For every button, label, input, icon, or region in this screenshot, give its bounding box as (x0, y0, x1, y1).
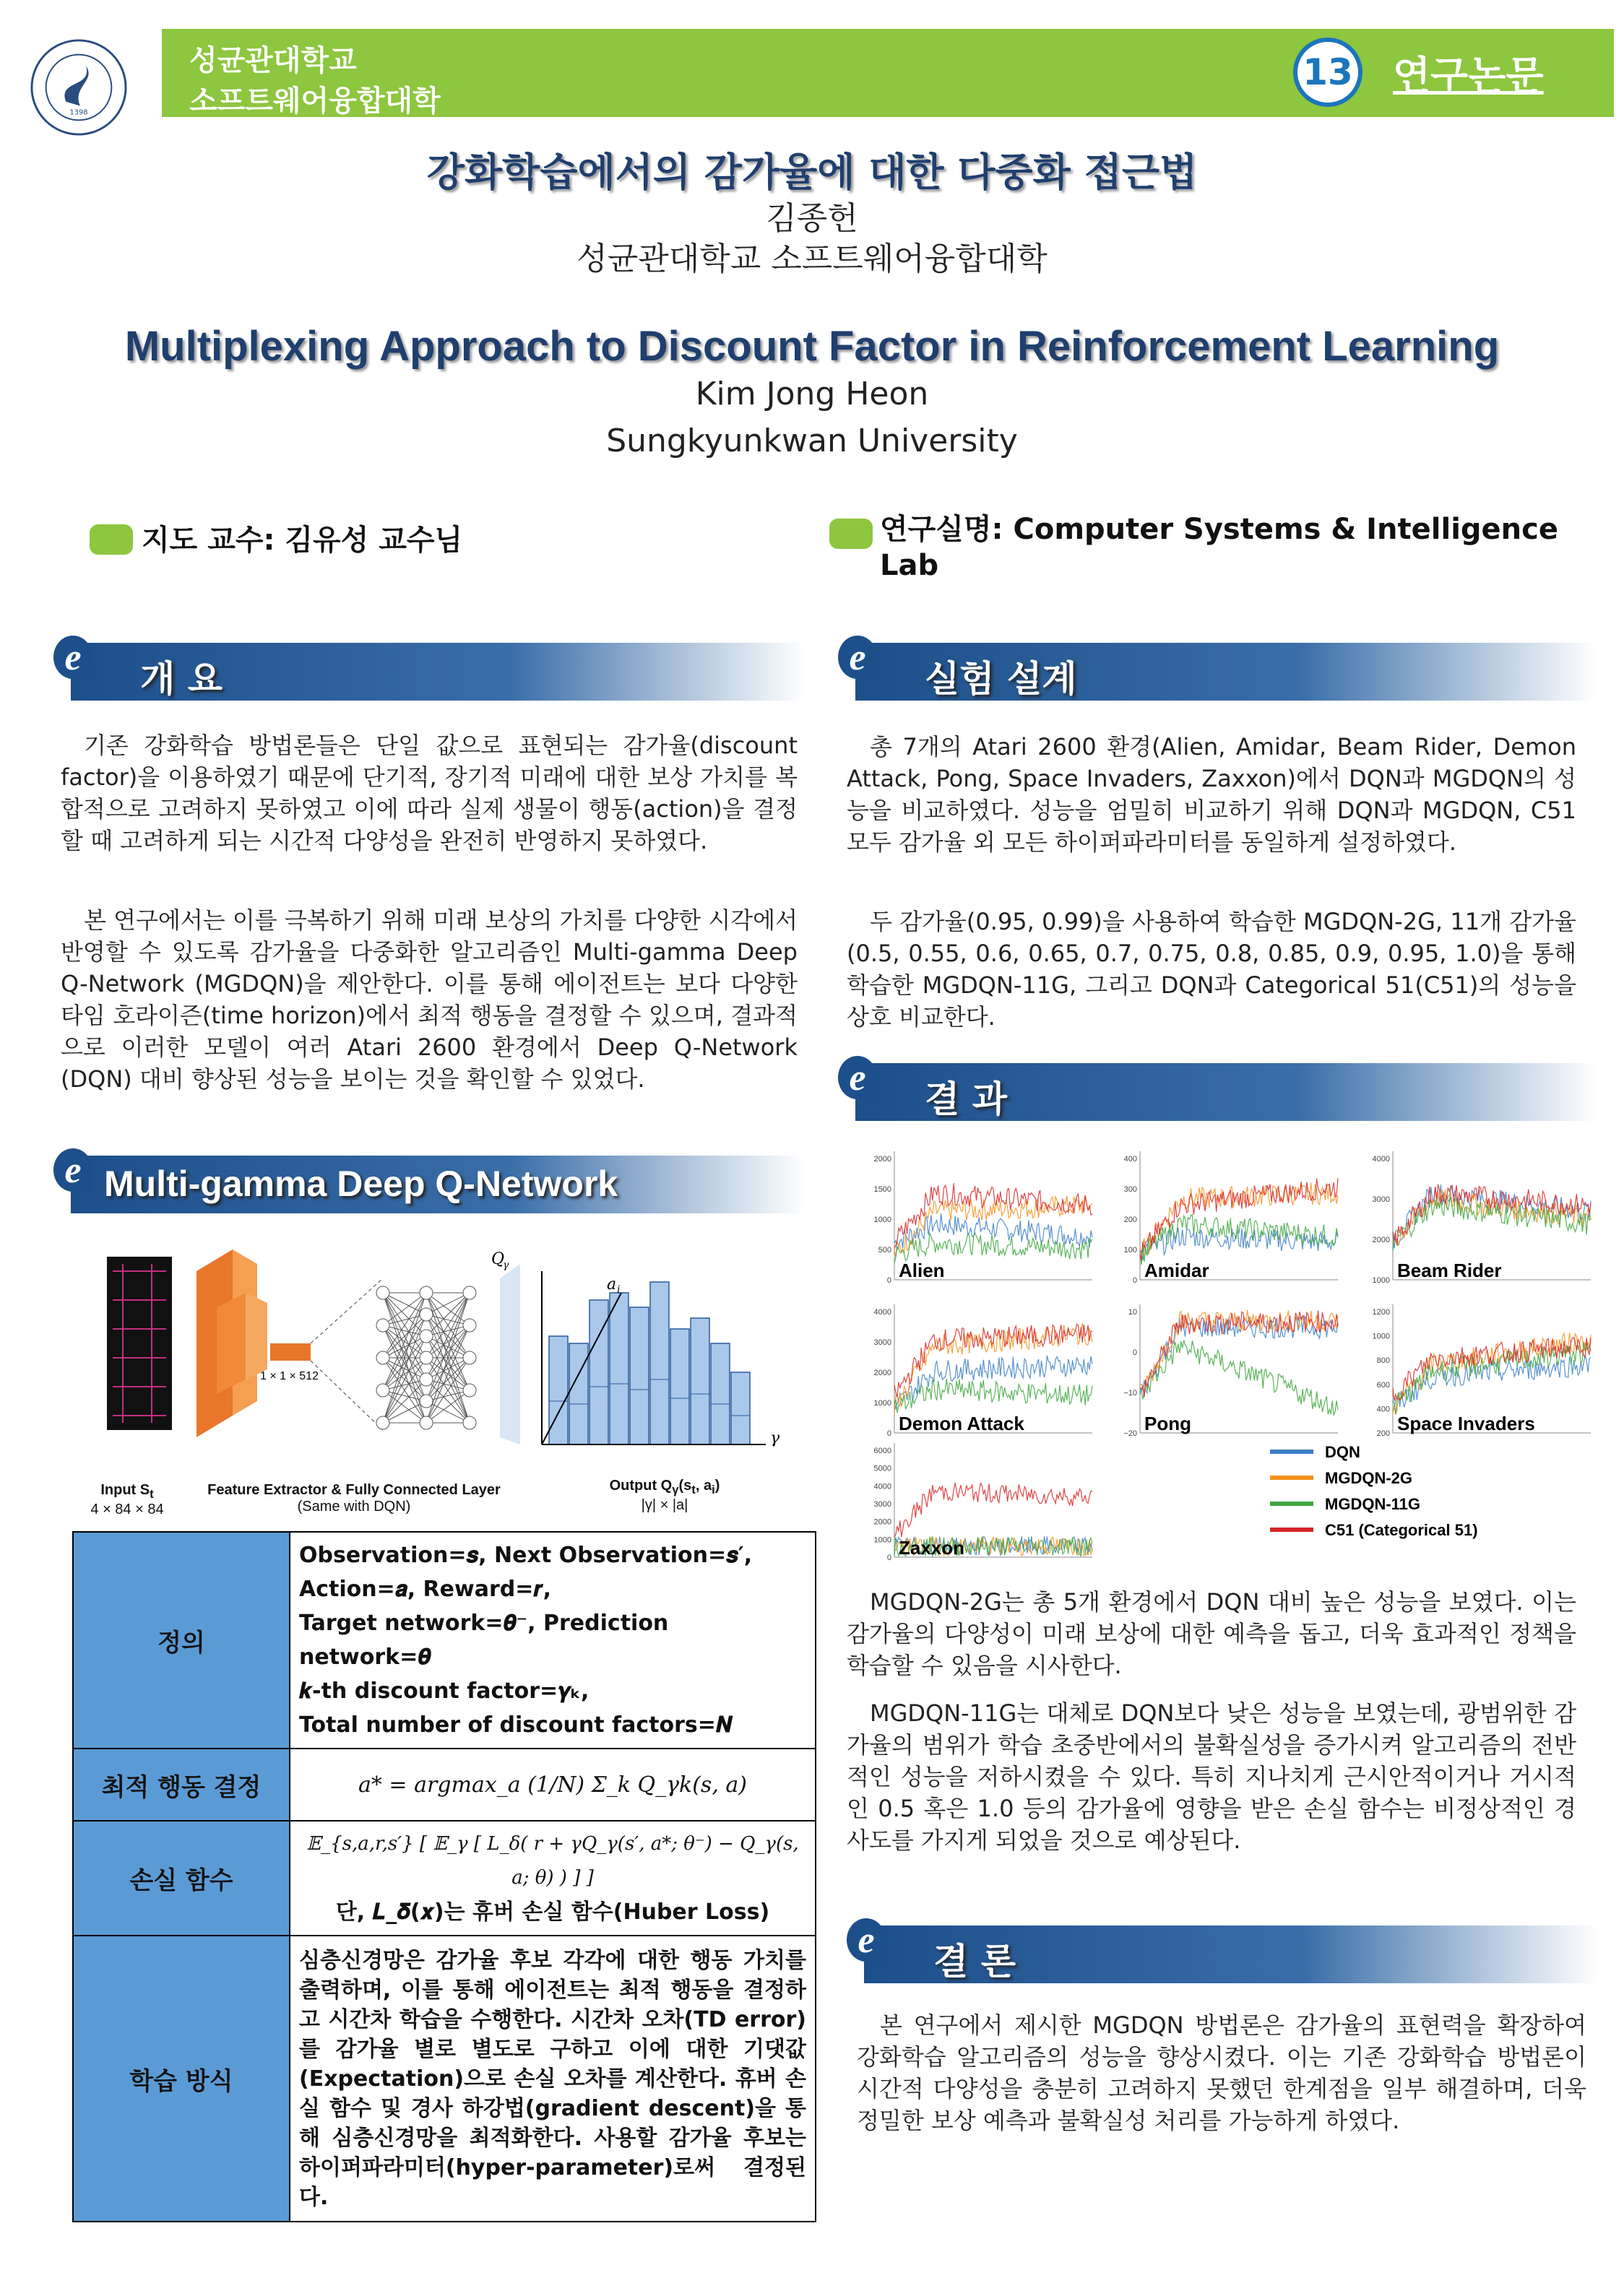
y-tick-label: 300 (1123, 1185, 1137, 1194)
panel-title: Zaxxon (899, 1537, 965, 1559)
nn-node (463, 1319, 476, 1332)
architecture-diagram (43, 1228, 780, 1459)
affiliation-english: Sungkyunkwan University (606, 423, 1018, 459)
y-tick-label: 1000 (1372, 1276, 1390, 1285)
section-header-conclusion (847, 1918, 1598, 1983)
y-tick-label: 600 (1376, 1380, 1390, 1390)
overview-paragraph-2: 본 연구에서는 이를 극복하기 위해 미래 보상의 가치를 다양한 시각에서 반영할 수 있도록 감가율을 다중화한 알고리즘인 Multi-gamma Deep Q-Network (MGDQN)을 제안한다. 이를 통해 에이전트는 보다 다양한 타임 호라이즌(time horizon)에서 최적 행동을 결정할 수 있으며, 결과적으로 이러한 모델이 여러 Atari 2600 환경에서 Deep Q-Network (DQN) 대비 향상된 성능을 보이는 것을 확인할 수 있었다. (61, 906, 798, 1093)
section-title: 결 론 (933, 1941, 1016, 1983)
q-value-bar (670, 1329, 689, 1444)
row-label: 최적 행동 결정 (73, 1749, 290, 1821)
y-tick-label: 2000 (873, 1517, 891, 1527)
row-label: 정의 (73, 1532, 290, 1749)
university-name: 성균관대학교 (189, 44, 357, 77)
y-tick-label: −20 (1123, 1429, 1137, 1438)
svg-text:1 × 1 × 512: 1 × 1 × 512 (260, 1370, 319, 1382)
y-tick-label: 200 (1376, 1429, 1390, 1438)
section-e-icon: e (53, 1148, 92, 1192)
chart-panel (1373, 1304, 1591, 1438)
nn-node (463, 1384, 476, 1397)
nn-node (420, 1308, 433, 1321)
svg-text:i: i (617, 1284, 621, 1296)
lab-bullet (829, 519, 873, 549)
q-value-bar (711, 1343, 730, 1444)
feature-extractor-caption: Feature Extractor & Fully Connected Layer (Same with DQN) (207, 1482, 501, 1515)
lab-name-line2: Lab (880, 549, 939, 582)
chart-panel (1373, 1151, 1591, 1285)
section-e-icon: e (847, 1918, 886, 1962)
section-header-experiment (838, 636, 1597, 701)
nn-node (420, 1286, 433, 1299)
panel-title: Pong (1144, 1413, 1191, 1434)
series-line (1393, 1338, 1591, 1401)
nn-node (463, 1416, 476, 1429)
y-tick-label: 400 (1123, 1155, 1137, 1164)
chart-panel (1123, 1304, 1338, 1438)
loss-formula: 𝔼_{s,a,r,s′} [ 𝔼_γ [ L_δ( r + γQ_γ(s′, a*; θ⁻) − Q_γ(s, a; θ) ) ] ] (306, 1833, 799, 1889)
q-value-bar (731, 1372, 750, 1444)
table-row (73, 1821, 816, 1936)
section-header-mgdqn (53, 1148, 805, 1213)
poster-number-badge: 13 (1293, 38, 1362, 107)
nn-node (376, 1319, 389, 1332)
y-tick-label: 1200 (1372, 1308, 1390, 1317)
series-line (894, 1379, 1092, 1413)
training-method-cell: 심층신경망은 감가율 후보 각각에 대한 행동 가치를 출력하며, 이를 통해 에이전트는 최적 행동을 결정하고 시간차 학습을 수행한다. 시간차 오차(TD error)를 감가율 별로 별도로 구하고 이에 대한 기댓값(Expectation)으로 손실 오차를 계산한다. 휴버 손실 함수 및 경사 하강법(gradient descent)을 통해 심층신경망을 최적화한다. 사용할 감가율 후보는 하이퍼파라미터(hyper-parameter)로써 결정된다. (290, 1936, 816, 2222)
section-title: 결 과 (925, 1078, 1008, 1120)
section-header-results (838, 1056, 1597, 1121)
section-title: Multi-gamma Deep Q-Network (104, 1164, 618, 1204)
nn-node (420, 1395, 433, 1408)
definition-line: Observation=𝒔, Next Observation=𝒔′, (299, 1543, 753, 1568)
nn-node (420, 1373, 433, 1386)
series-line (894, 1324, 1092, 1397)
nn-node (376, 1416, 389, 1429)
lab-info (880, 511, 1558, 584)
output-caption: Output $Q_\gamma(s_t$, $a_i$) |γ| × |a| (609, 1478, 720, 1513)
table-row (73, 1936, 816, 2222)
y-tick-label: 10 (1128, 1308, 1137, 1317)
series-line (1140, 1310, 1338, 1395)
section-e-icon: e (838, 636, 877, 679)
y-tick-label: 3000 (873, 1500, 891, 1509)
y-tick-label: 1000 (873, 1399, 891, 1408)
table-row (73, 1749, 816, 1821)
experiment-paragraph-1: 총 7개의 Atari 2600 환경(Alien, Amidar, Beam Rider, Demon Attack, Pong, Space Invaders, Zaxxon)에서 DQN과 MGDQN의 성능을 비교하였다. 성능을 엄밀히 비교하기 위해 DQN과 MGDQN, C51 모두 감가율 외 모든 하이퍼파라미터를 동일하게 설정하였다. (847, 733, 1576, 856)
paper-type-label: 연구논문 (1393, 53, 1544, 98)
definition-line: Total number of discount factors=𝑵 (299, 1712, 733, 1738)
advisor-bullet (90, 524, 133, 555)
table-row (73, 1532, 816, 1749)
y-tick-label: 0 (886, 1429, 891, 1438)
svg-text:a: a (607, 1275, 617, 1294)
series-line (1140, 1311, 1338, 1398)
nn-node (376, 1384, 389, 1397)
chart-panel (874, 1151, 1092, 1285)
svg-text:1398: 1398 (69, 108, 88, 117)
title-korean: 강화학습에서의 감가율에 대한 다중화 접근법 (426, 150, 1198, 195)
q-value-bar (549, 1336, 568, 1444)
author-english: Kim Jong Heon (695, 376, 929, 412)
series-line (1140, 1178, 1338, 1260)
series-line (1140, 1215, 1338, 1265)
y-tick-label: 400 (1376, 1405, 1390, 1414)
results-charts (865, 1148, 1595, 1567)
definition-line: Target network=𝜽⁻, Prediction network=𝜽 (299, 1611, 669, 1670)
chart-panel (874, 1304, 1092, 1438)
loss-note: 단, 𝑳_𝜹(𝒙)는 휴버 손실 함수(Huber Loss) (335, 1899, 770, 1925)
definition-line: Action=𝒂, Reward=𝒓, (299, 1577, 551, 1602)
q-value-bar (691, 1318, 709, 1444)
nn-node (463, 1286, 476, 1299)
nn-node (376, 1351, 389, 1364)
y-tick-label: 1500 (873, 1185, 891, 1194)
row-label: 손실 함수 (73, 1821, 290, 1936)
section-e-icon: e (838, 1056, 877, 1099)
y-tick-label: 800 (1376, 1356, 1390, 1366)
y-tick-label: 2000 (873, 1369, 891, 1377)
y-tick-label: 5000 (873, 1464, 891, 1473)
y-tick-label: 200 (1123, 1216, 1137, 1224)
q-value-bar (630, 1307, 649, 1444)
y-tick-label: 2000 (1372, 1236, 1390, 1244)
nn-node (463, 1351, 476, 1364)
y-tick-label: 500 (878, 1246, 891, 1255)
y-tick-label: 1000 (873, 1535, 891, 1545)
results-paragraph-1: MGDQN-2G는 총 5개 환경에서 DQN 대비 높은 성능을 보였다. 이는 감가율의 다양성이 미래 보상에 대한 예측을 돕고, 더욱 효과적인 정책을 학습할 수 있음을 시사한다. (847, 1588, 1576, 1679)
y-tick-label: 0 (886, 1276, 891, 1285)
nn-node (420, 1330, 433, 1343)
chart-panel (874, 1443, 1092, 1562)
lab-name-line1: 연구실명: Computer Systems & Intelligence (880, 513, 1558, 546)
series-line (1393, 1342, 1591, 1415)
legend-label: DQN (1325, 1443, 1360, 1461)
svg-text:γ: γ (770, 1429, 780, 1447)
series-line (1140, 1340, 1338, 1416)
svg-text:γ: γ (503, 1260, 509, 1271)
y-tick-label: 1000 (1372, 1332, 1390, 1341)
section-header-overview (53, 636, 805, 701)
y-tick-label: 4000 (873, 1308, 891, 1317)
conclusion-paragraph-1: 본 연구에서 제시한 MGDQN 방법론은 감가율의 표현력을 확장하여 강화학습 알고리즘의 성능을 향상시켰다. 이는 기존 강화학습 방법론이 시간적 다양성을 충분히 고려하지 못했던 한계점을 일부 해결하며, 더욱 정밀한 보상 예측과 불확실성 처리를 가능하게 하였다. (857, 2011, 1586, 2134)
section-title: 실험 설계 (925, 658, 1077, 700)
y-tick-label: 3000 (873, 1338, 891, 1347)
y-tick-label: 0 (1132, 1348, 1137, 1357)
results-paragraph-2: MGDQN-11G는 대체로 DQN보다 낮은 성능을 보였는데, 광범위한 감가율의 범위가 학습 초중반에서의 불확실성을 증가시켜 알고리즘의 전반적인 성능을 저하시켰을 수 있다. 특히 지나치게 근시안적이거나 거시적인 0.5 혹은 1.0 등의 감가율에 영향을 받은 손실 함수는 비정상적인 경사도를 가지게 되었을 것으로 예상된다. (847, 1699, 1576, 1854)
y-tick-label: 6000 (873, 1447, 891, 1455)
y-tick-label: 100 (1123, 1246, 1137, 1255)
y-tick-label: −10 (1123, 1389, 1137, 1398)
y-tick-label: 0 (1132, 1276, 1137, 1285)
nn-node (376, 1286, 389, 1299)
row-label: 학습 방식 (73, 1936, 290, 2222)
y-tick-label: 1000 (873, 1216, 891, 1224)
definition-cell (290, 1532, 816, 1749)
section-title: 개 요 (140, 658, 223, 700)
loss-function-cell (290, 1821, 816, 1936)
panel-title: Amidar (1144, 1260, 1209, 1281)
nn-node (420, 1416, 433, 1429)
panel-title: Space Invaders (1397, 1413, 1535, 1434)
affiliation-korean: 성균관대학교 소프트웨어융합대학 (576, 241, 1048, 277)
experiment-paragraph-2: 두 감가율(0.95, 0.99)을 사용하여 학습한 MGDQN-2G, 11개 감가율(0.5, 0.55, 0.6, 0.65, 0.7, 0.75, 0.8, 0.85, 0.9, 0.95, 1.0)을 통해 학습한 MGDQN-11G, 그리고 DQN과 Categorical 51(C51)의 성능을 상호 비교한다. (847, 908, 1576, 1031)
y-tick-label: 4000 (1372, 1155, 1390, 1164)
chart-panel (1124, 1151, 1338, 1285)
panel-title: Alien (899, 1260, 945, 1281)
legend-label: MGDQN-11G (1325, 1495, 1421, 1513)
college-name: 소프트웨어융합대학 (189, 85, 441, 118)
chart-legend (1270, 1443, 1478, 1539)
input-caption: Input $S_t$ 4 × 84 × 84 (90, 1482, 164, 1517)
q-value-bar (610, 1293, 629, 1444)
panel-title: Beam Rider (1397, 1260, 1502, 1281)
university-seal (29, 38, 129, 137)
panel-title: Demon Attack (899, 1413, 1024, 1434)
definition-line: 𝒌-th discount factor=𝜸ₖ, (299, 1678, 589, 1704)
y-tick-label: 2000 (873, 1155, 891, 1164)
advisor-info: 지도 교수: 김유성 교수님 (142, 524, 463, 557)
q-value-bar (650, 1282, 669, 1444)
y-tick-label: 3000 (1372, 1195, 1390, 1204)
legend-label: MGDQN-2G (1325, 1469, 1412, 1487)
section-e-icon: e (53, 636, 92, 679)
series-line (894, 1483, 1092, 1538)
title-english: Multiplexing Approach to Discount Factor in Reinforcement Learning (124, 323, 1500, 370)
legend-label: C51 (Categorical 51) (1325, 1521, 1478, 1539)
mgdqn-architecture-figure (43, 1228, 780, 1517)
overview-paragraph-1: 기존 강화학습 방법론들은 단일 값으로 표현되는 감가율(discount factor)을 이용하였기 때문에 단기적, 장기적 미래에 대한 보상 가치를 복합적으로 고려하지 못하였고 이에 따라 실제 생물이 행동(action)을 결정할 때 고려하게 되는 시간적 다양성을 완전히 반영하지 못하였다. (61, 732, 798, 854)
y-tick-label: 0 (886, 1554, 891, 1562)
nn-node (420, 1351, 433, 1364)
y-tick-label: 4000 (873, 1482, 891, 1491)
author-korean: 김종헌 (766, 200, 858, 237)
optimal-action-formula: a* = argmax_a (1/N) Σ_k Q_γk(s, a) (290, 1749, 816, 1821)
definition-table (72, 1531, 816, 2222)
q-value-bar (569, 1343, 588, 1444)
svg-text:Q: Q (491, 1250, 505, 1268)
